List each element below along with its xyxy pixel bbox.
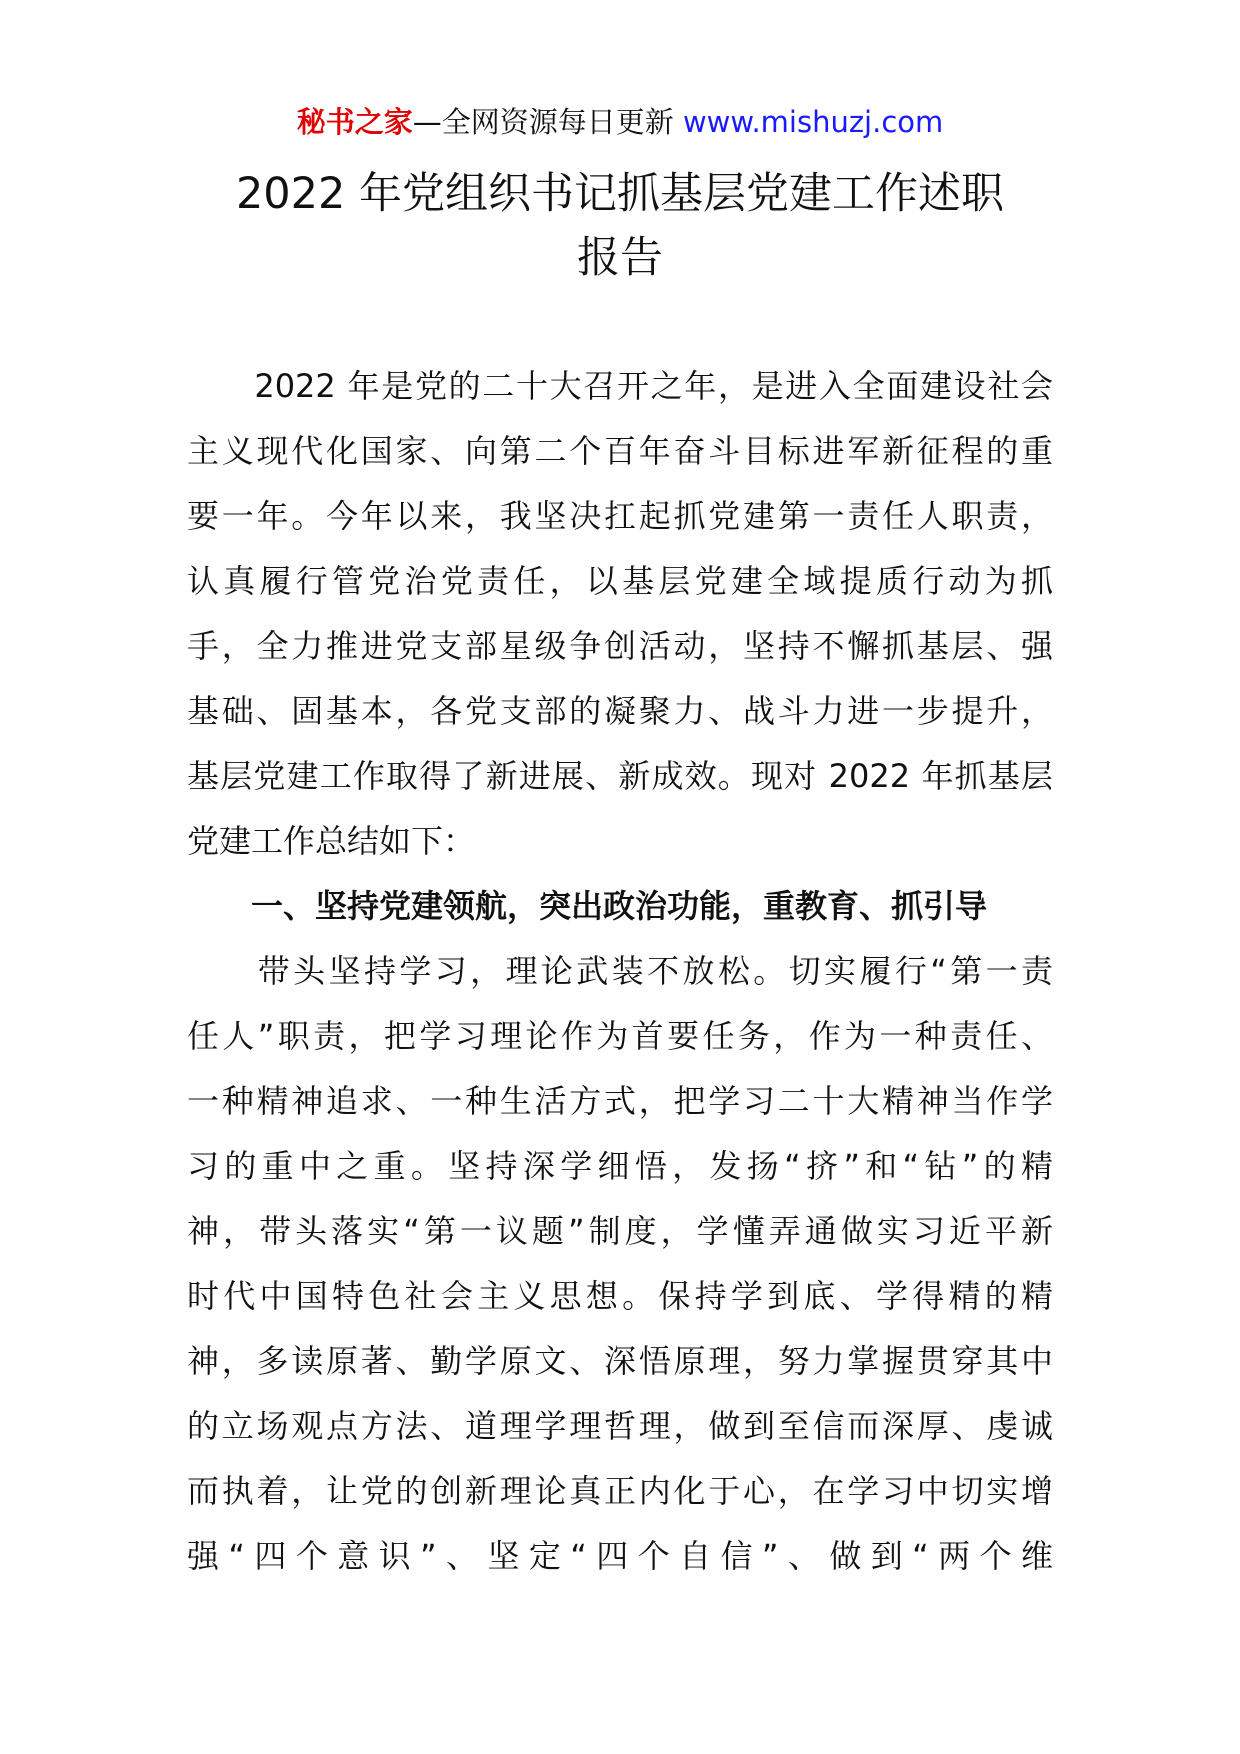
text-line: 党建工作总结如下：	[187, 822, 476, 860]
text-line: 基层党建工作取得了新进展、新成效。现对 2022 年抓基层	[187, 757, 1053, 795]
document-title	[0, 162, 1240, 290]
text-line: 神，带头落实“第一议题”制度，学懂弄通做实习近平新	[187, 1212, 1053, 1250]
text-line: 一种精神追求、一种生活方式，把学习二十大精神当作学	[187, 1082, 1053, 1120]
text-line: 2022 年是党的二十大召开之年，是进入全面建设社会	[187, 367, 1053, 405]
document-body	[187, 354, 1053, 1589]
title-line: 2022 年党组织书记抓基层党建工作述职	[235, 169, 1005, 219]
text-line: 时代中国特色社会主义思想。保持学到底、学得精的精	[187, 1277, 1053, 1315]
text-line: 要一年。今年以来，我坚决扛起抓党建第一责任人职责，	[187, 497, 1053, 535]
text-line: 带头坚持学习，理论武装不放松。切实履行“第一责	[187, 952, 1053, 990]
site-brand: 秘书之家	[296, 105, 413, 139]
text-line: 基础、固基本，各党支部的凝聚力、战斗力进一步提升，	[187, 692, 1053, 730]
site-header	[0, 102, 1240, 142]
text-line: 习的重中之重。坚持深学细悟，发扬“挤”和“钻”的精	[187, 1147, 1053, 1185]
text-line: 认真履行管党治党责任，以基层党建全域提质行动为抓	[187, 562, 1053, 600]
text-line: 强“四个意识”、坚定“四个自信”、做到“两个维	[187, 1537, 1053, 1575]
site-url-link[interactable]: www.mishuzj.com	[682, 105, 944, 139]
text-line: 而执着，让党的创新理论真正内化于心，在学习中切实增	[187, 1472, 1053, 1510]
text-line: 手，全力推进党支部星级争创活动，坚持不懈抓基层、强	[187, 627, 1053, 665]
heading-line: 一、坚持党建领航，突出政治功能，重教育、抓引导	[187, 887, 988, 925]
text-line: 的立场观点方法、道理学理哲理，做到至信而深厚、虔诚	[187, 1407, 1053, 1445]
text-line: 主义现代化国家、向第二个百年奋斗目标进军新征程的重	[187, 432, 1053, 470]
intro-paragraph	[187, 354, 1053, 874]
section-paragraph	[187, 939, 1053, 1589]
title-line: 报告	[577, 233, 663, 283]
text-line: 神，多读原著、勤学原文、深悟原理，努力掌握贯穿其中	[187, 1342, 1053, 1380]
site-tagline: —全网资源每日更新	[412, 105, 674, 139]
section-heading	[187, 874, 1053, 939]
text-line: 任人”职责，把学习理论作为首要任务，作为一种责任、	[187, 1017, 1053, 1055]
